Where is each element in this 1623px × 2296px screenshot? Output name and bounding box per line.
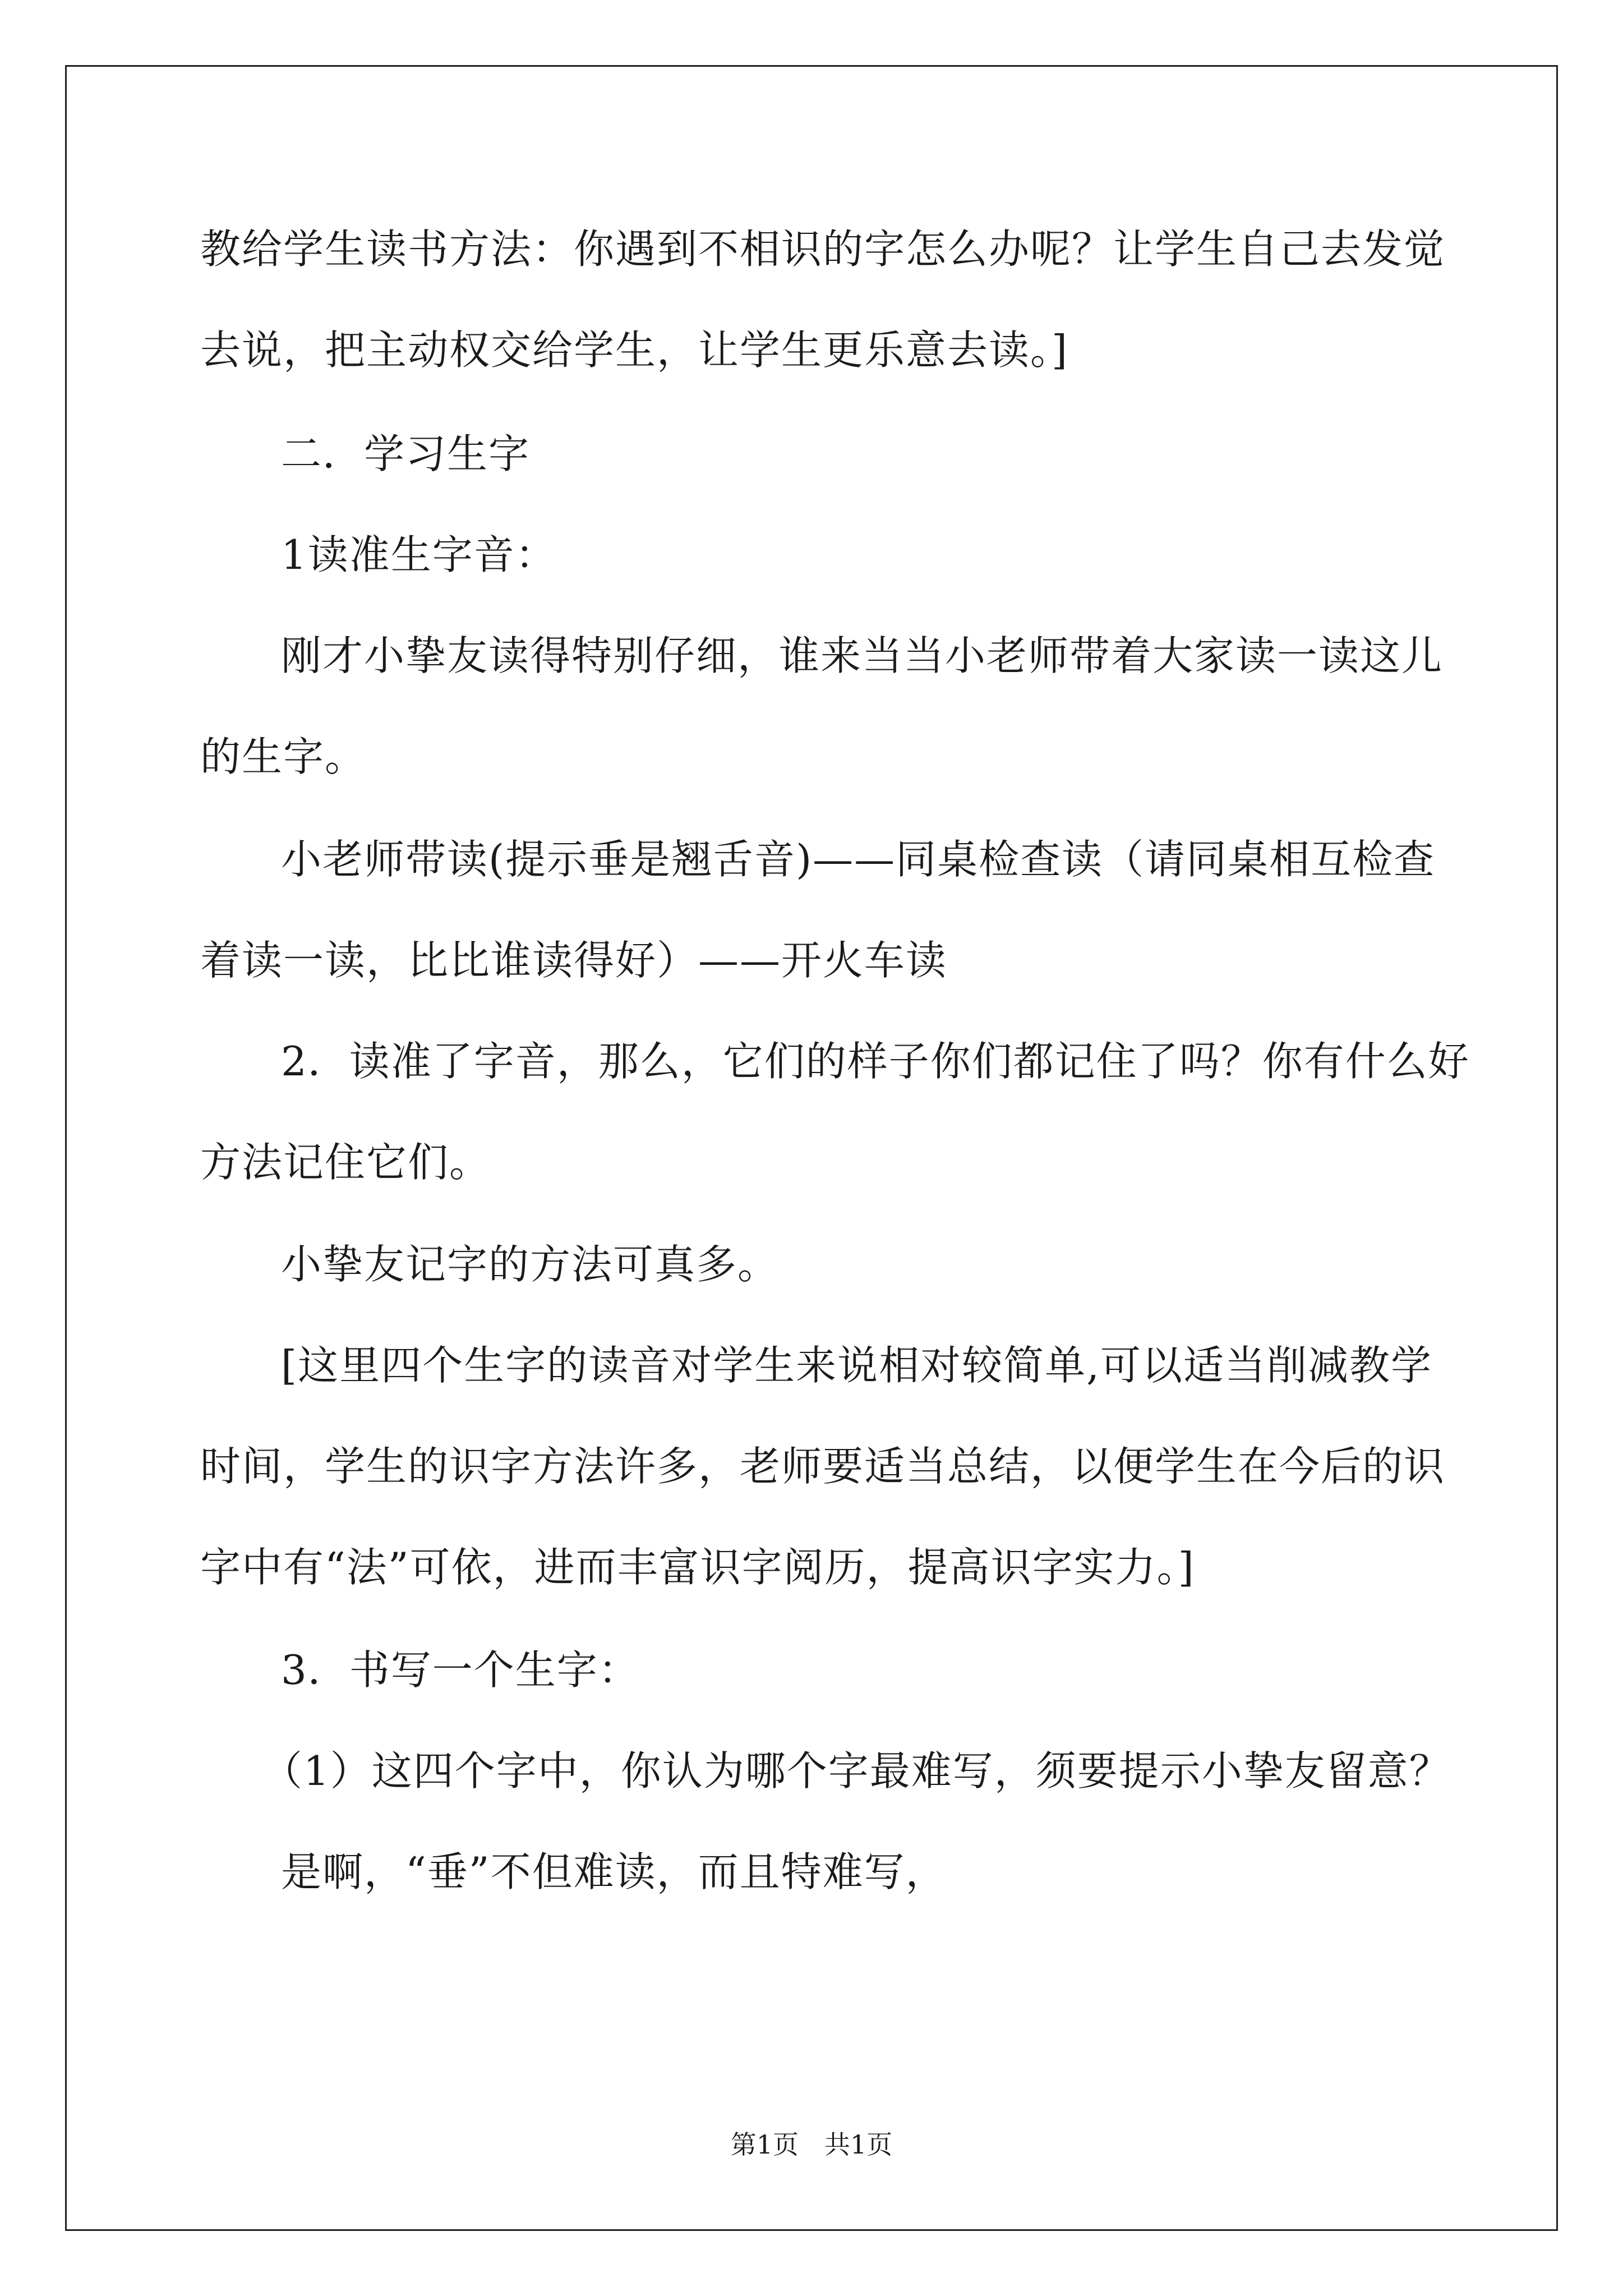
text-line: 2．读准了字音，那么，它们的样子你们都记住了吗？你有什么好 xyxy=(281,1038,1470,1085)
page-number: 第1页 共1页 xyxy=(730,2129,893,2160)
text-line: 小老师带读(提示垂是翘舌音)——同桌检查读（请同桌相互检查 xyxy=(281,836,1436,883)
sub-heading: 1读准生字音： xyxy=(281,531,557,578)
text-line: 小挚友记字的方法可真多。 xyxy=(281,1241,780,1288)
text-line: 教给学生读书方法：你遇到不相识的字怎么办呢？让学生自己去发觉 xyxy=(200,226,1446,273)
text-line: 是啊，“垂”不但难读，而且特难写， xyxy=(281,1848,947,1895)
sub-heading: 3．书写一个生字： xyxy=(281,1646,640,1694)
text-line: 字中有“法”可依，进而丰富识字阅历，提高识字实力。] xyxy=(200,1544,1195,1591)
text-line: 刚才小挚友读得特别仔细，谁来当当小老师带着大家读一读这儿 xyxy=(281,632,1444,679)
text-line: 方法记住它们。 xyxy=(200,1139,491,1186)
text-line: 着读一读，比比谁读得好）——开火车读 xyxy=(200,937,948,984)
text-line: （1）这四个字中，你认为哪个字最难写，须要提示小挚友留意？ xyxy=(262,1747,1451,1795)
text-line: 时间，学生的识字方法许多，老师要适当总结，以便学生在今后的识 xyxy=(200,1443,1446,1490)
text-line: [这里四个生字的读音对学生来说相对较简单,可以适当削减教学 xyxy=(281,1342,1432,1389)
section-heading: 二．学习生字 xyxy=(281,430,531,477)
text-line: 去说，把主动权交给学生，让学生更乐意去读。] xyxy=(200,326,1069,374)
text-line: 的生字。 xyxy=(200,733,367,780)
